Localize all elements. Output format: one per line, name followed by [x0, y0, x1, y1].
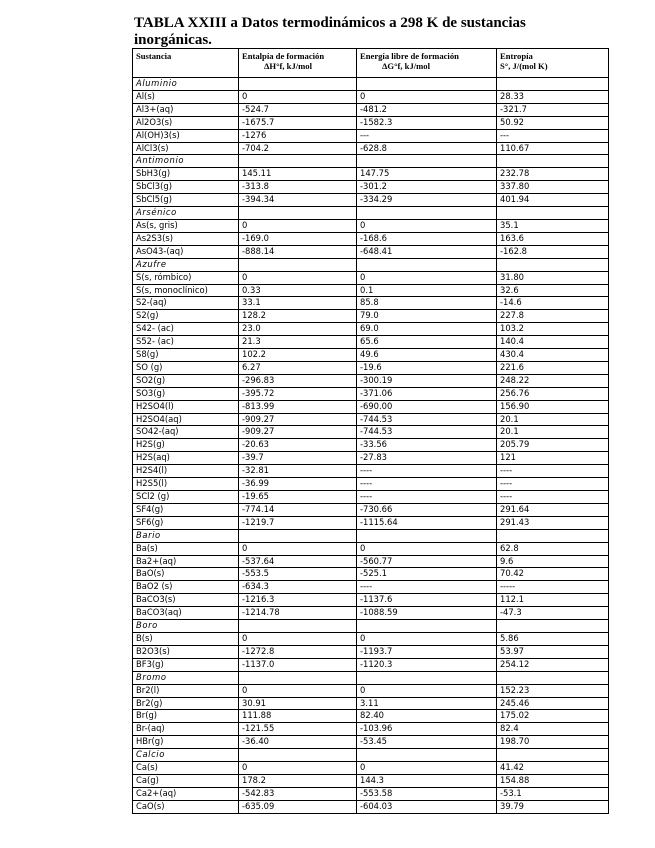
entropy-cell: 337.80: [497, 181, 609, 194]
entropy-cell: 9.6: [497, 555, 609, 568]
table-row: [133, 181, 609, 194]
entropy-cell: -----: [497, 581, 609, 594]
gibbs-cell: -628.8: [357, 142, 497, 155]
enthalpy-cell: -635.09: [239, 800, 357, 813]
table-row: [133, 491, 609, 504]
table-row: [133, 607, 609, 620]
table-row: [133, 452, 609, 465]
gibbs-cell: ----: [357, 478, 497, 491]
enthalpy-cell: -313.8: [239, 181, 357, 194]
substance-cell: SF4(g): [133, 503, 239, 516]
gibbs-cell: 65.6: [357, 336, 497, 349]
gibbs-cell: -1088.59: [357, 607, 497, 620]
substance-cell: SbCl3(g): [133, 181, 239, 194]
gibbs-cell: -1137.6: [357, 594, 497, 607]
entropy-cell: 31.80: [497, 271, 609, 284]
substance-cell: BF3(g): [133, 658, 239, 671]
enthalpy-cell: 21.3: [239, 336, 357, 349]
entropy-cell: 254.12: [497, 658, 609, 671]
table-row: [133, 219, 609, 232]
enthalpy-cell: -395.72: [239, 387, 357, 400]
enthalpy-cell: 0: [239, 684, 357, 697]
gibbs-cell: -560.77: [357, 555, 497, 568]
substance-cell: SO3(g): [133, 387, 239, 400]
gibbs-cell: -1193.7: [357, 645, 497, 658]
substance-cell: H2S4(l): [133, 465, 239, 478]
gibbs-cell: 82.40: [357, 710, 497, 723]
entropy-cell: ----: [497, 491, 609, 504]
substance-cell: SO (g): [133, 361, 239, 374]
table-row: [133, 736, 609, 749]
table-row: [133, 568, 609, 581]
gibbs-cell: -168.6: [357, 232, 497, 245]
gibbs-cell: -744.53: [357, 413, 497, 426]
substance-cell: SbH3(g): [133, 168, 239, 181]
empty-cell: [497, 749, 609, 762]
gibbs-cell: -33.56: [357, 439, 497, 452]
empty-cell: [239, 620, 357, 633]
entropy-cell: -321.7: [497, 103, 609, 116]
substance-cell: S(s, monoclínico): [133, 284, 239, 297]
substance-cell: BaCO3(s): [133, 594, 239, 607]
gibbs-cell: 0.1: [357, 284, 497, 297]
enthalpy-cell: 0: [239, 271, 357, 284]
substance-cell: S(s, rómbico): [133, 271, 239, 284]
substance-cell: B(s): [133, 632, 239, 645]
empty-cell: [357, 207, 497, 220]
gibbs-cell: -481.2: [357, 103, 497, 116]
table-row: [133, 413, 609, 426]
enthalpy-cell: 30.91: [239, 697, 357, 710]
empty-cell: [497, 671, 609, 684]
entropy-cell: 152.23: [497, 684, 609, 697]
empty-cell: [239, 529, 357, 542]
substance-cell: Br(g): [133, 710, 239, 723]
empty-cell: [497, 620, 609, 633]
empty-cell: [357, 155, 497, 168]
gibbs-cell: -525.1: [357, 568, 497, 581]
entropy-cell: -162.8: [497, 245, 609, 258]
enthalpy-cell: -1216.3: [239, 594, 357, 607]
enthalpy-cell: 33.1: [239, 297, 357, 310]
table-row: [133, 168, 609, 181]
entropy-cell: 110.67: [497, 142, 609, 155]
gibbs-cell: ----: [357, 465, 497, 478]
entropy-cell: 39.79: [497, 800, 609, 813]
substance-cell: BaO2 (s): [133, 581, 239, 594]
entropy-cell: 205.79: [497, 439, 609, 452]
enthalpy-cell: 0.33: [239, 284, 357, 297]
entropy-cell: 198.70: [497, 736, 609, 749]
enthalpy-cell: -394.34: [239, 194, 357, 207]
empty-cell: [357, 529, 497, 542]
substance-cell: BaO(s): [133, 568, 239, 581]
enthalpy-cell: -19.65: [239, 491, 357, 504]
gibbs-cell: -334.29: [357, 194, 497, 207]
gibbs-cell: ----: [357, 581, 497, 594]
entropy-cell: 291.64: [497, 503, 609, 516]
entropy-cell: -53.1: [497, 787, 609, 800]
enthalpy-cell: -121.55: [239, 723, 357, 736]
entropy-cell: 163.6: [497, 232, 609, 245]
substance-cell: S8(g): [133, 349, 239, 362]
entropy-cell: 50.92: [497, 116, 609, 129]
entropy-cell: 401.94: [497, 194, 609, 207]
empty-cell: [239, 749, 357, 762]
header-enthalpy: Entalpía de formación ΔH°f, kJ/mol: [239, 49, 357, 78]
substance-cell: H2S5(l): [133, 478, 239, 491]
gibbs-cell: -1115.64: [357, 516, 497, 529]
gibbs-cell: -371.06: [357, 387, 497, 400]
enthalpy-cell: -1219.7: [239, 516, 357, 529]
table-row: [133, 787, 609, 800]
enthalpy-cell: 102.2: [239, 349, 357, 362]
table-row: [133, 645, 609, 658]
entropy-cell: 70.42: [497, 568, 609, 581]
substance-cell: B2O3(s): [133, 645, 239, 658]
entropy-cell: 430.4: [497, 349, 609, 362]
substance-cell: Al3+(aq): [133, 103, 239, 116]
entropy-cell: 20.1: [497, 426, 609, 439]
gibbs-cell: 0: [357, 684, 497, 697]
entropy-cell: 154.88: [497, 774, 609, 787]
table-row: [133, 245, 609, 258]
empty-cell: [239, 155, 357, 168]
substance-cell: SbCl5(g): [133, 194, 239, 207]
gibbs-cell: 0: [357, 90, 497, 103]
entropy-cell: 41.42: [497, 762, 609, 775]
empty-cell: [497, 155, 609, 168]
table-row: [133, 762, 609, 775]
table-row: [133, 632, 609, 645]
empty-cell: [239, 258, 357, 271]
header-gibbs: Energía libre de formación ΔG°f, kJ/mol: [357, 49, 497, 78]
empty-cell: [357, 671, 497, 684]
enthalpy-cell: -774.14: [239, 503, 357, 516]
enthalpy-cell: 111.88: [239, 710, 357, 723]
table-row: [133, 658, 609, 671]
table-row: [133, 116, 609, 129]
category-row: [133, 207, 609, 220]
table-row: [133, 710, 609, 723]
entropy-cell: 232.78: [497, 168, 609, 181]
substance-cell: HBr(g): [133, 736, 239, 749]
entropy-cell: 5.86: [497, 632, 609, 645]
entropy-cell: 156.90: [497, 400, 609, 413]
table-row: [133, 697, 609, 710]
table-row: [133, 284, 609, 297]
table-row: [133, 684, 609, 697]
header-substance: Sustancia: [133, 49, 239, 78]
substance-cell: H2SO4(aq): [133, 413, 239, 426]
gibbs-cell: -690.00: [357, 400, 497, 413]
entropy-cell: 53.97: [497, 645, 609, 658]
category-row: [133, 529, 609, 542]
header-row: [133, 49, 609, 78]
substance-cell: S52- (ac): [133, 336, 239, 349]
substance-cell: As(s, gris): [133, 219, 239, 232]
gibbs-cell: 0: [357, 632, 497, 645]
gibbs-cell: 69.0: [357, 323, 497, 336]
gibbs-cell: -103.96: [357, 723, 497, 736]
thermo-data-table: [132, 48, 609, 814]
empty-cell: [357, 620, 497, 633]
substance-cell: H2SO4(l): [133, 400, 239, 413]
substance-cell: SCl2 (g): [133, 491, 239, 504]
enthalpy-cell: -634.3: [239, 581, 357, 594]
enthalpy-cell: -909.27: [239, 426, 357, 439]
enthalpy-cell: -553.5: [239, 568, 357, 581]
table-row: [133, 542, 609, 555]
table-row: [133, 426, 609, 439]
gibbs-cell: -27.83: [357, 452, 497, 465]
category-row: [133, 671, 609, 684]
table-row: [133, 336, 609, 349]
empty-cell: [357, 258, 497, 271]
gibbs-cell: ---: [357, 129, 497, 142]
substance-cell: AsO43-(aq): [133, 245, 239, 258]
table-row: [133, 297, 609, 310]
substance-cell: S2-(aq): [133, 297, 239, 310]
entropy-cell: 35.1: [497, 219, 609, 232]
category-name: Calcio: [133, 749, 239, 762]
table-row: [133, 516, 609, 529]
enthalpy-cell: -542.83: [239, 787, 357, 800]
gibbs-cell: -1120.3: [357, 658, 497, 671]
table-row: [133, 90, 609, 103]
category-name: Bario: [133, 529, 239, 542]
table-row: [133, 323, 609, 336]
table-row: [133, 723, 609, 736]
substance-cell: Br2(g): [133, 697, 239, 710]
table-row: [133, 439, 609, 452]
table-row: [133, 478, 609, 491]
table-row: [133, 310, 609, 323]
substance-cell: Br2(l): [133, 684, 239, 697]
gibbs-cell: -744.53: [357, 426, 497, 439]
enthalpy-cell: 0: [239, 542, 357, 555]
substance-cell: S42- (ac): [133, 323, 239, 336]
entropy-cell: 221.6: [497, 361, 609, 374]
entropy-cell: 121: [497, 452, 609, 465]
gibbs-cell: 147.75: [357, 168, 497, 181]
empty-cell: [239, 671, 357, 684]
enthalpy-cell: 6.27: [239, 361, 357, 374]
enthalpy-cell: 178.2: [239, 774, 357, 787]
enthalpy-cell: -20.63: [239, 439, 357, 452]
entropy-cell: 103.2: [497, 323, 609, 336]
substance-cell: CaO(s): [133, 800, 239, 813]
header-entropy: Entropía S°, J/(mol K): [497, 49, 609, 78]
empty-cell: [497, 207, 609, 220]
entropy-cell: 175.02: [497, 710, 609, 723]
entropy-cell: 256.76: [497, 387, 609, 400]
table-row: [133, 581, 609, 594]
entropy-cell: ----: [497, 478, 609, 491]
substance-cell: Br-(aq): [133, 723, 239, 736]
entropy-cell: ----: [497, 465, 609, 478]
gibbs-cell: 0: [357, 762, 497, 775]
gibbs-cell: -553.58: [357, 787, 497, 800]
enthalpy-cell: 0: [239, 632, 357, 645]
entropy-cell: 248.22: [497, 374, 609, 387]
entropy-cell: ---: [497, 129, 609, 142]
empty-cell: [497, 529, 609, 542]
substance-cell: S2(g): [133, 310, 239, 323]
empty-cell: [497, 78, 609, 91]
enthalpy-cell: -36.40: [239, 736, 357, 749]
table-row: [133, 374, 609, 387]
gibbs-cell: -300.19: [357, 374, 497, 387]
category-name: Antimonio: [133, 155, 239, 168]
substance-cell: BaCO3(aq): [133, 607, 239, 620]
gibbs-cell: -1582.3: [357, 116, 497, 129]
gibbs-cell: -19.6: [357, 361, 497, 374]
substance-cell: SO2(g): [133, 374, 239, 387]
gibbs-cell: 0: [357, 219, 497, 232]
category-name: Bromo: [133, 671, 239, 684]
table-row: [133, 103, 609, 116]
entropy-cell: 140.4: [497, 336, 609, 349]
enthalpy-cell: -296.83: [239, 374, 357, 387]
enthalpy-cell: -1675.7: [239, 116, 357, 129]
entropy-cell: 227.8: [497, 310, 609, 323]
gibbs-cell: 85.8: [357, 297, 497, 310]
table-row: [133, 349, 609, 362]
entropy-cell: 32.6: [497, 284, 609, 297]
enthalpy-cell: 0: [239, 219, 357, 232]
enthalpy-cell: -524.7: [239, 103, 357, 116]
substance-cell: Al2O3(s): [133, 116, 239, 129]
substance-cell: Ba(s): [133, 542, 239, 555]
enthalpy-cell: -537.64: [239, 555, 357, 568]
table-row: [133, 400, 609, 413]
empty-cell: [239, 207, 357, 220]
gibbs-cell: 79.0: [357, 310, 497, 323]
empty-cell: [497, 258, 609, 271]
enthalpy-cell: 145.11: [239, 168, 357, 181]
table-body: [133, 78, 609, 814]
enthalpy-cell: -1276: [239, 129, 357, 142]
empty-cell: [357, 78, 497, 91]
table-row: [133, 774, 609, 787]
gibbs-cell: 144.3: [357, 774, 497, 787]
empty-cell: [239, 78, 357, 91]
entropy-cell: 245.46: [497, 697, 609, 710]
category-name: Boro: [133, 620, 239, 633]
substance-cell: H2S(aq): [133, 452, 239, 465]
category-name: Azufre: [133, 258, 239, 271]
substance-cell: Ca(g): [133, 774, 239, 787]
gibbs-cell: -648.41: [357, 245, 497, 258]
table-row: [133, 271, 609, 284]
gibbs-cell: 0: [357, 542, 497, 555]
empty-cell: [357, 749, 497, 762]
enthalpy-cell: 128.2: [239, 310, 357, 323]
entropy-cell: 291.43: [497, 516, 609, 529]
category-row: [133, 620, 609, 633]
table-row: [133, 387, 609, 400]
enthalpy-cell: -888.14: [239, 245, 357, 258]
category-name: Arsénico: [133, 207, 239, 220]
enthalpy-cell: -1137.0: [239, 658, 357, 671]
gibbs-cell: -301.2: [357, 181, 497, 194]
category-row: [133, 749, 609, 762]
substance-cell: Al(OH)3(s): [133, 129, 239, 142]
substance-cell: Al(s): [133, 90, 239, 103]
category-row: [133, 155, 609, 168]
gibbs-cell: 0: [357, 271, 497, 284]
enthalpy-cell: -36.99: [239, 478, 357, 491]
gibbs-cell: -53.45: [357, 736, 497, 749]
entropy-cell: 112.1: [497, 594, 609, 607]
substance-cell: Ca(s): [133, 762, 239, 775]
entropy-cell: -14.6: [497, 297, 609, 310]
substance-cell: AlCl3(s): [133, 142, 239, 155]
enthalpy-cell: 0: [239, 762, 357, 775]
substance-cell: Ca2+(aq): [133, 787, 239, 800]
gibbs-cell: ----: [357, 491, 497, 504]
entropy-cell: 82.4: [497, 723, 609, 736]
entropy-cell: 62.8: [497, 542, 609, 555]
table-row: [133, 232, 609, 245]
table-row: [133, 503, 609, 516]
table-title: TABLA XXIII a Datos termodinámicos a 298 K de sustancias inorgánicas.: [134, 15, 526, 48]
substance-cell: Ba2+(aq): [133, 555, 239, 568]
gibbs-cell: 49.6: [357, 349, 497, 362]
entropy-cell: 28.33: [497, 90, 609, 103]
table-row: [133, 361, 609, 374]
enthalpy-cell: -704.2: [239, 142, 357, 155]
table-row: [133, 555, 609, 568]
entropy-cell: -47.3: [497, 607, 609, 620]
gibbs-cell: -604.03: [357, 800, 497, 813]
enthalpy-cell: -1272.8: [239, 645, 357, 658]
category-row: [133, 78, 609, 91]
category-name: Aluminio: [133, 78, 239, 91]
table-row: [133, 129, 609, 142]
table-row: [133, 194, 609, 207]
enthalpy-cell: -1214.78: [239, 607, 357, 620]
enthalpy-cell: -909.27: [239, 413, 357, 426]
enthalpy-cell: 0: [239, 90, 357, 103]
substance-cell: SO42-(aq): [133, 426, 239, 439]
gibbs-cell: -730.66: [357, 503, 497, 516]
substance-cell: As2S3(s): [133, 232, 239, 245]
table-row: [133, 465, 609, 478]
enthalpy-cell: 23.0: [239, 323, 357, 336]
table-row: [133, 800, 609, 813]
table-row: [133, 594, 609, 607]
enthalpy-cell: -169.0: [239, 232, 357, 245]
category-row: [133, 258, 609, 271]
enthalpy-cell: -39.7: [239, 452, 357, 465]
entropy-cell: 20.1: [497, 413, 609, 426]
enthalpy-cell: -813.99: [239, 400, 357, 413]
substance-cell: H2S(g): [133, 439, 239, 452]
gibbs-cell: 3.11: [357, 697, 497, 710]
substance-cell: SF6(g): [133, 516, 239, 529]
enthalpy-cell: -32.81: [239, 465, 357, 478]
table-row: [133, 142, 609, 155]
